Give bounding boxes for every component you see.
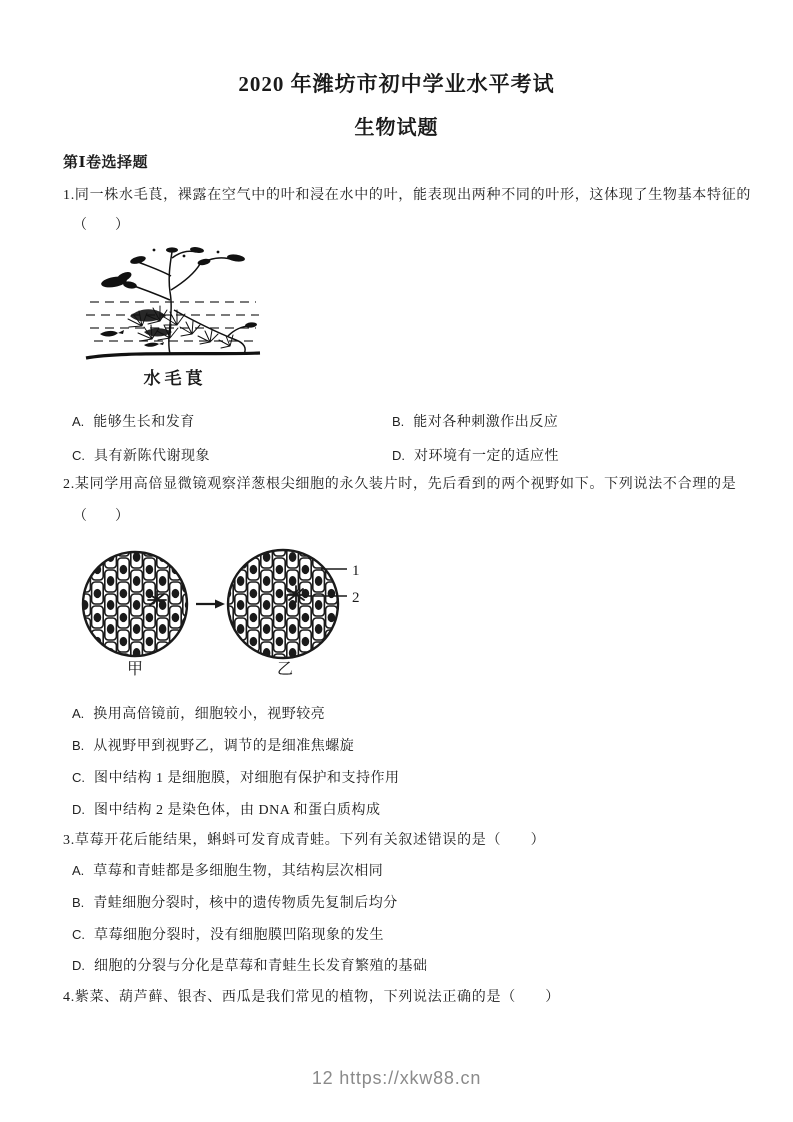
footer-watermark [0,1068,793,1089]
view-label-jia: 甲 [126,661,144,677]
option-letter: B. [72,738,85,753]
aerial-leaves [100,246,257,328]
option-text: 图中结构 1 是细胞膜，对细胞有保护和支持作用 [94,771,400,786]
option-letter: A. [72,706,85,721]
option-text: 能对各种刺激作出反应 [413,415,559,430]
structure-label-1: 1 [352,563,360,579]
q3-option-d [72,955,428,975]
q1-option-c [72,445,210,465]
q1-option-d [392,445,559,465]
page-number: 12 [311,1068,334,1088]
field-of-view-left [83,552,187,656]
option-letter: B. [392,414,405,429]
site-url: https://xkw88.cn [339,1068,482,1088]
view-label-yi: 乙 [276,661,294,677]
option-letter: A. [72,863,85,878]
option-text: 具有新陈代谢现象 [94,449,210,464]
option-letter: C. [72,927,85,942]
q2-option-a [72,703,325,723]
option-text: 换用高倍镜前，细胞较小，视野较亮 [93,707,326,722]
option-letter: D. [392,448,405,463]
q2-option-c [72,767,400,787]
q1-option-a [72,411,195,431]
exam-title: 2020 年潍坊市初中学业水平考试 [238,72,555,96]
q1-option-b [392,411,558,431]
water-buttercup-figure [84,244,262,364]
ground-line [86,353,260,358]
section-heading: 第Ⅰ卷选择题 [63,155,149,171]
structure-label-2: 2 [352,590,360,606]
option-letter: B. [72,895,85,910]
option-letter: C. [72,770,85,785]
q3-option-b [72,892,398,912]
q3-option-c [72,924,384,944]
option-text: 青蛙细胞分裂时，核中的遗传物质先复制后均分 [93,896,398,911]
option-letter: D. [72,802,85,817]
option-text: 图中结构 2 是染色体，由 DNA 和蛋白质构成 [94,803,381,818]
option-text: 对环境有一定的适应性 [414,449,559,464]
plant-figure-caption: 水毛茛 [143,369,207,388]
option-letter: C. [72,448,85,463]
arrow-icon [196,600,225,609]
question-1-stem: 1.同一株水毛茛，裸露在空气中的叶和浸在水中的叶，能表现出两种不同的叶形，这体现了生物基本特征的 [63,188,752,203]
option-text: 草莓细胞分裂时，没有细胞膜凹陷现象的发生 [94,928,384,943]
option-letter: A. [72,414,85,429]
question-3-stem: 3.草莓开花后能结果，蝌蚪可发育成青蛙。下列有关叙述错误的是（ ） [63,833,546,848]
question-2-stem: 2.某同学用高倍显微镜观察洋葱根尖细胞的永久装片时，先后看到的两个视野如下。下列说法不合理的是 [63,477,737,492]
q3-option-a [72,860,383,880]
question-1-answer-bracket: （ ） [73,218,129,233]
question-2-answer-bracket: （ ） [73,509,129,524]
q2-option-b [72,735,354,755]
question-4-stem: 4.紫菜、葫芦藓、银杏、西瓜是我们常见的植物，下列说法正确的是（ ） [63,990,560,1005]
field-of-view-right [228,550,338,658]
option-letter: D. [72,958,85,973]
exam-subtitle: 生物试题 [354,117,439,139]
option-text: 能够生长和发育 [93,415,195,430]
option-text: 从视野甲到视野乙，调节的是细准焦螺旋 [93,739,355,754]
option-text: 细胞的分裂与分化是草莓和青蛙生长发育繁殖的基础 [94,959,428,974]
q2-option-d [72,799,381,819]
microscope-views-figure [78,545,378,677]
option-text: 草莓和青蛙都是多细胞生物，其结构层次相同 [93,864,384,879]
